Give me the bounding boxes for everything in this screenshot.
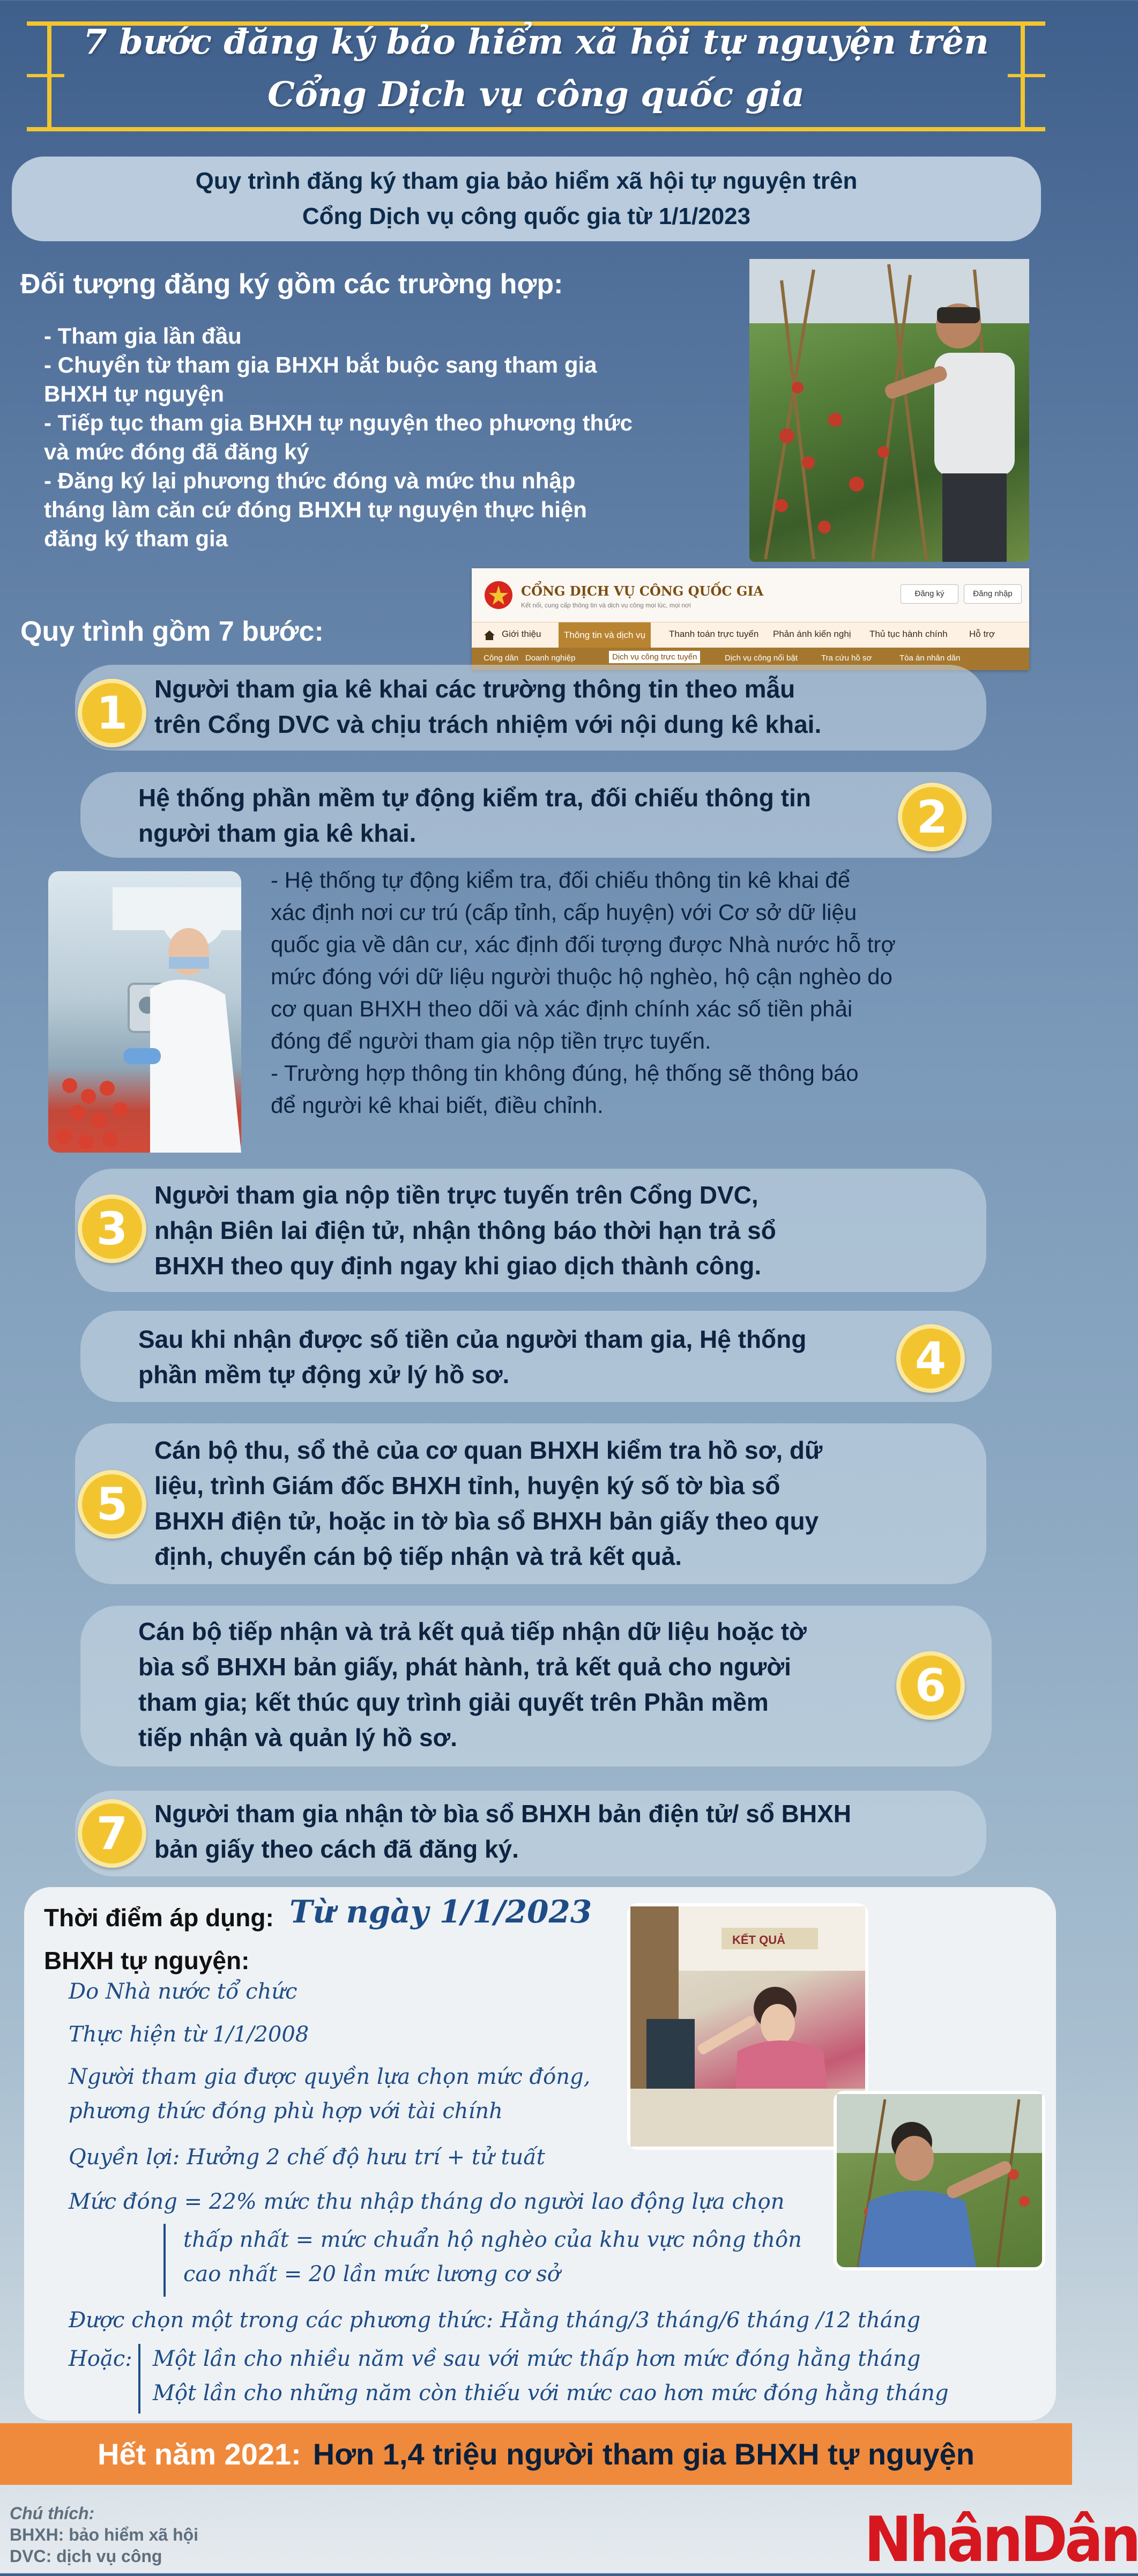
office-sign-text: KẾT QUẢ <box>732 1933 785 1947</box>
subnav-court[interactable]: Tòa án nhân dân <box>899 654 961 663</box>
portal-screenshot <box>472 568 1029 670</box>
portal-logo-text: CỔNG DỊCH VỤ CÔNG QUỐC GIA <box>521 583 764 599</box>
step-4-text: Sau khi nhận được số tiền của người tham gia, Hệ thống phần mềm tự động xử lý hồ sơ. <box>138 1325 807 1389</box>
emblem-icon <box>484 580 514 610</box>
footer-band <box>0 2423 1072 2485</box>
subject-item: tháng làm căn cứ đóng BHXH tự nguyện thực hiện <box>44 497 587 522</box>
info-line-or: Hoặc: <box>69 2347 132 2371</box>
step-2-badge: 2 <box>898 783 966 851</box>
applied-date: Từ ngày 1/1/2023 <box>289 1894 592 1930</box>
notes-title: Chú thích: <box>10 2504 95 2523</box>
step-2-text: Hệ thống phần mềm tự động kiểm tra, đối chiếu thông tin người tham gia kê khai. <box>138 784 811 847</box>
page-title: 7 bước đăng ký bảo hiểm xã hội tự nguyện trên Cổng Dịch vụ công quốc gia <box>83 22 989 115</box>
step-3-text: Người tham gia nộp tiền trực tuyến trên Cổng DVC, nhận Biên lai điện tử, nhận thông báo thời hạn trả sổ BHXH theo quy định ngay khi giao dịch thành công. <box>154 1181 776 1280</box>
info-line-methods: Được chọn một trong các phương thức: Hằng tháng/3 tháng/6 tháng /12 tháng <box>69 2308 921 2333</box>
step-7-text: Người tham gia nhận tờ bìa sổ BHXH bản điện tử/ sổ BHXH bản giấy theo cách đã đăng ký. <box>154 1800 851 1863</box>
alternatives-bar <box>138 2344 140 2414</box>
info-line-benefits: Quyền lợi: Hưởng 2 chế độ hưu trí + tử tuất <box>69 2145 545 2170</box>
subject-item: - Tham gia lần đầu <box>44 323 242 348</box>
note-item: DVC: dịch vụ công <box>10 2547 162 2566</box>
subjects-list <box>44 322 746 553</box>
subnav-online-services[interactable]: Dịch vụ công trực tuyến <box>609 651 700 663</box>
office-photo <box>627 1903 868 2150</box>
info-line-choice: Người tham gia được quyền lựa chọn mức đóng, phương thức đóng phù hợp với tài chính <box>69 2065 591 2124</box>
info-line-rate: Mức đóng = 22% mức thu nhập tháng do người lao động lựa chọn <box>69 2189 785 2214</box>
subnav-business[interactable]: Doanh nghiệp <box>525 654 576 663</box>
farmer-photo <box>749 259 1029 562</box>
notes <box>10 2503 198 2567</box>
farmer-photo-illustration <box>749 259 1029 562</box>
factory-photo-illustration <box>48 871 241 1153</box>
subject-item: - Tiếp tục tham gia BHXH tự nguyện theo phương thức <box>44 410 633 435</box>
home-icon[interactable] <box>484 629 495 641</box>
portal-header <box>472 568 1029 622</box>
note-item: BHXH: bảo hiểm xã hội <box>10 2525 199 2544</box>
subnav-featured[interactable]: Dịch vụ công nổi bật <box>725 654 798 663</box>
step-5-text: Cán bộ thu, sổ thẻ của cơ quan BHXH kiểm tra hồ sơ, dữ liệu, trình Giám đốc BHXH tỉnh, huyện ký số tờ bìa sổ BHXH điện tử, hoặc in tờ bìa sổ BHXH bản giấy theo quy định, chuyển cán bộ tiếp nhận và trả kết quả. <box>154 1436 823 1570</box>
nav-admin-procedures[interactable]: Thủ tục hành chính <box>869 629 948 639</box>
login-button[interactable]: Đăng nhập <box>964 584 1022 604</box>
footer-text: Hơn 1,4 triệu người tham gia BHXH tự nguyện <box>313 2437 975 2471</box>
nav-online-payment[interactable]: Thanh toán trực tuyến <box>669 629 759 639</box>
office-photo-illustration <box>630 1906 865 2147</box>
subject-item: - Chuyển từ tham gia BHXH bắt buộc sang tham gia <box>44 352 597 377</box>
register-button[interactable]: Đăng ký <box>901 584 958 604</box>
subtitle-text: Quy trình đăng ký tham gia bảo hiểm xã hội tự nguyện trên Cổng Dịch vụ công quốc gia từ 1/1/2023 <box>195 168 858 229</box>
step-4-badge: 4 <box>896 1324 965 1393</box>
applied-label: Thời điểm áp dụng: <box>44 1904 274 1932</box>
steps-title: Quy trình gồm 7 bước: <box>20 616 324 647</box>
nhandan-logo: NhânDân <box>864 2504 1138 2576</box>
step-1-text: Người tham gia kê khai các trường thông tin theo mẫu trên Cổng DVC và chịu trách nhiệm với nội dung kê khai. <box>154 675 822 738</box>
subjects-title: Đối tượng đăng ký gồm các trường hợp: <box>20 269 563 300</box>
info-line-alternatives: Một lần cho nhiều năm về sau với mức thấp hơn mức đóng hằng tháng Một lần cho những năm còn thiếu với mức cao hơn mức đóng hằng tháng <box>153 2347 949 2406</box>
step-2-detail: - Hệ thống tự động kiểm tra, đối chiếu thông tin kê khai để xác định nơi cư trú (cấp tỉnh, cấp huyện) với Cơ sở dữ liệu quốc gia về dân cư, xác định đối tượng được Nhà nước hỗ trợ mức đóng với dữ liệu người thuộc hộ nghèo, hộ cận nghèo do cơ quan BHXH theo dõi và xác định chính xác số tiền phải đóng để người tham gia nộp tiền trực tuyến. - Trường hợp thông tin không đúng, hệ thống sẽ thông báo để người kê khai biết, điều chỉnh. <box>271 867 896 1118</box>
subject-item: - Đăng ký lại phương thức đóng và mức thu nhập <box>44 468 576 493</box>
info-line-range: thấp nhất = mức chuẩn hộ nghèo của khu vực nông thôn cao nhất = 20 lần mức lương cơ sở <box>183 2228 802 2287</box>
nav-support[interactable]: Hỗ trợ <box>969 629 995 639</box>
step-6-badge: 6 <box>896 1651 965 1720</box>
subject-item: và mức đóng đã đăng ký <box>44 439 309 464</box>
nav-intro[interactable]: Giới thiệu <box>502 629 541 639</box>
step-6-text: Cán bộ tiếp nhận và trả kết quả tiếp nhận dữ liệu hoặc tờ bìa sổ BHXH bản giấy, phát hành, trả kết quả cho người tham gia; kết thúc quy trình giải quyết trên Phần mềm tiếp nhận và quản lý hồ sơ. <box>138 1617 807 1751</box>
man-photo <box>834 2091 1045 2270</box>
nav-feedback[interactable]: Phản ánh kiến nghị <box>773 629 851 639</box>
bhxh-label: BHXH tự nguyện: <box>44 1947 250 1974</box>
footer-lead: Hết năm 2021: <box>98 2437 301 2471</box>
subnav-citizens[interactable]: Công dân <box>484 654 519 663</box>
nav-info-services[interactable]: Thông tin và dịch vụ <box>559 622 651 648</box>
portal-nav <box>472 622 1029 648</box>
man-photo-illustration <box>837 2094 1042 2267</box>
step-3-badge: 3 <box>78 1194 146 1263</box>
info-line-organizer: Do Nhà nước tổ chức <box>69 1979 297 2004</box>
rate-range-bar <box>163 2224 166 2297</box>
subnav-lookup[interactable]: Tra cứu hồ sơ <box>821 654 872 663</box>
portal-tagline: Kết nối, cung cấp thông tin và dịch vụ công mọi lúc, mọi nơi <box>521 602 691 609</box>
factory-photo <box>48 871 241 1153</box>
step-7-badge: 7 <box>78 1799 146 1868</box>
info-line-since: Thực hiện từ 1/1/2008 <box>69 2022 309 2047</box>
subject-item: BHXH tự nguyện <box>44 381 225 406</box>
subject-item: đăng ký tham gia <box>44 526 228 551</box>
subtitle-banner <box>12 157 1041 241</box>
step-5-badge: 5 <box>78 1470 146 1539</box>
step-1-badge: 1 <box>78 679 146 747</box>
